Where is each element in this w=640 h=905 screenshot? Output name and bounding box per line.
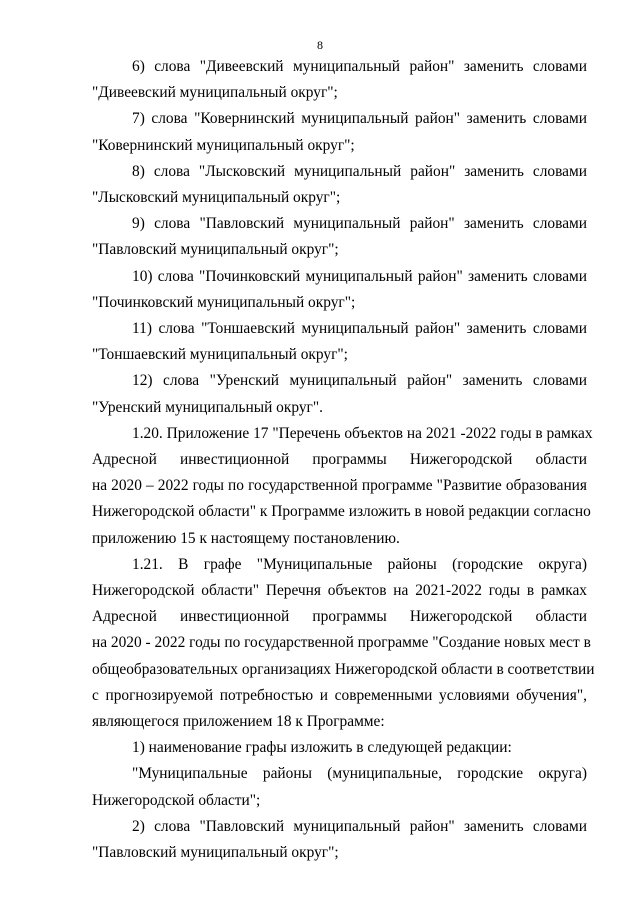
paragraph	[92, 761, 587, 813]
document-body	[92, 54, 595, 866]
paragraph-line: "Павловский муниципальный округ";	[92, 844, 339, 862]
paragraph	[92, 54, 587, 106]
paragraph-line: "Муниципальные районы (муниципальные, городские округа)	[132, 765, 587, 783]
paragraph-line: 1) наименование графы изложить в следующей редакции:	[132, 739, 512, 757]
paragraph	[92, 159, 587, 211]
paragraph	[92, 552, 595, 735]
paragraph-line: Нижегородской области" к Программе изложить в новой редакции согласно	[92, 503, 591, 521]
paragraph-line: Нижегородской области";	[92, 791, 261, 809]
paragraph-line: на 2020 - 2022 годы по государственной программе "Создание новых мест в	[92, 634, 591, 652]
paragraph-line: 10) слова "Починковский муниципальный район" заменить словами	[132, 267, 587, 285]
paragraph-line: Адресной инвестиционной программы Нижегородской области	[92, 451, 587, 469]
paragraph	[92, 264, 587, 316]
paragraph-line: "Павловский муниципальный округ";	[92, 241, 339, 259]
paragraph-line: 2) слова "Павловский муниципальный район" заменить словами	[132, 817, 587, 835]
paragraph	[92, 421, 593, 552]
paragraph-line: 11) слова "Тоншаевский муниципальный район" заменить словами	[132, 320, 587, 338]
paragraph-line: "Ковернинский муниципальный округ";	[92, 136, 355, 154]
paragraph-line: "Лысковский муниципальный округ";	[92, 189, 341, 207]
paragraph	[92, 735, 587, 761]
paragraph-line: "Дивеевский муниципальный округ";	[92, 84, 338, 102]
paragraph-line: 12) слова "Уренский муниципальный район" заменить словами	[132, 372, 587, 390]
paragraph-line: 1.21. В графе "Муниципальные районы (городские округа)	[132, 555, 587, 573]
paragraph-line: на 2020 – 2022 годы по государственной программе "Развитие образования	[92, 477, 587, 495]
paragraph-line: общеобразовательных организациях Нижегородской области в соответствии	[92, 660, 595, 678]
paragraph	[92, 814, 587, 866]
paragraph-line: 9) слова "Павловский муниципальный район" заменить словами	[132, 215, 587, 233]
paragraph	[92, 211, 587, 263]
paragraph-line: 7) слова "Ковернинский муниципальный район" заменить словами	[132, 110, 587, 128]
paragraph	[92, 368, 587, 420]
paragraph-line: 8) слова "Лысковский муниципальный район" заменить словами	[132, 162, 587, 180]
paragraph-line: являющегося приложением 18 к Программе:	[92, 713, 385, 731]
paragraph-line: с прогнозируемой потребностью и современными условиями обучения",	[92, 686, 587, 704]
paragraph-line: Нижегородской области" Перечня объектов на 2021-2022 годы в рамках	[92, 582, 587, 600]
paragraph-line: 1.20. Приложение 17 "Перечень объектов на 2021 -2022 годы в рамках	[132, 424, 593, 442]
paragraph-line: 6) слова "Дивеевский муниципальный район" заменить словами	[132, 58, 587, 75]
paragraph	[92, 316, 587, 368]
paragraph-line: "Уренский муниципальный округ".	[92, 398, 323, 416]
paragraph	[92, 106, 587, 158]
paragraph-line: приложению 15 к настоящему постановлению.	[92, 529, 400, 547]
paragraph-line: Адресной инвестиционной программы Нижегородской области	[92, 608, 587, 626]
paragraph-line: "Починковский муниципальный округ";	[92, 293, 356, 311]
paragraph-line: "Тоншаевский муниципальный округ";	[92, 346, 348, 364]
page-number: 8	[317, 38, 323, 52]
